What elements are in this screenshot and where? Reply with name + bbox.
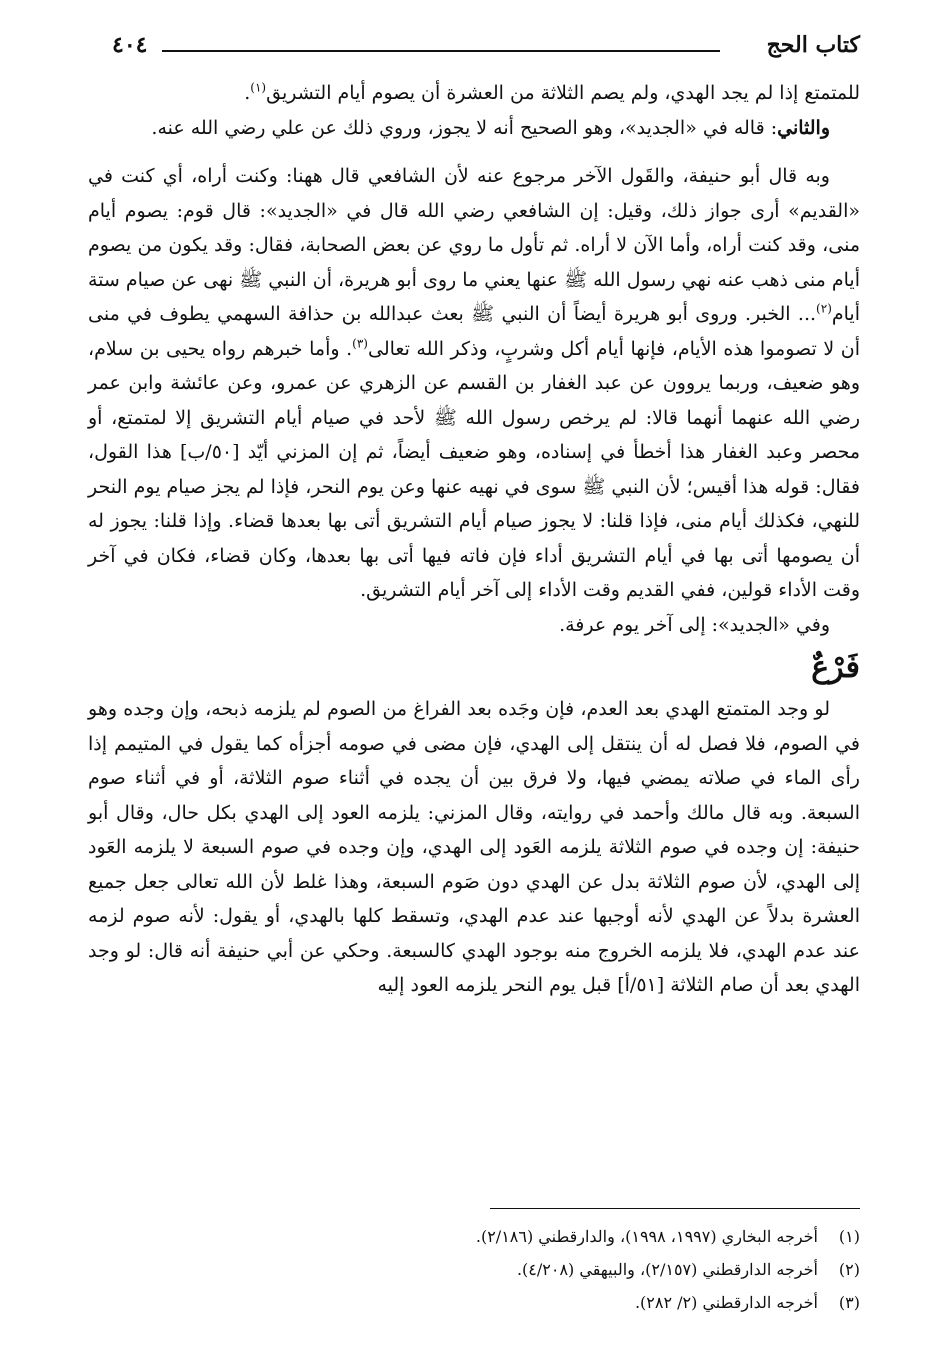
- footnote-2: (٢) أخرجه الدارقطني (٢/١٥٧)، والبيهقي (٤/٢٠٨).: [516, 1260, 860, 1279]
- paragraph-lead: والثاني: [777, 116, 830, 139]
- paragraph-1: للمتمتع إذا لم يجد الهدي، ولم يصم الثلاثة من العشرة أن يصوم أيام التشريق$^{(١)}$.: [244, 80, 860, 104]
- footnotes: [88, 1220, 860, 1319]
- section-heading: فَرْعٌ: [811, 650, 860, 685]
- page-number: ٤٠٤: [112, 32, 148, 58]
- paragraph-3: وبه قال أبو حنيفة، والقَول الآخر مرجوع عنه لأن الشافعي قال ههنا: وكنت أراه، أي كنت في «القديم» أرى جواز ذلك، وقيل: إن الشافعي رضي الله قال في «الجديد»: قال قوم: يصوم أيام منى، وقد كنت أراه، وأما الآن لا أراه. ثم تأول ما روي عن بعض الصحابة، فقال: وقد يكون من يصوم أيام منى ذهب عنه نهي رسول الله ﷺ عنها يعني ما روى أبو هريرة، أن النبي ﷺ نهى عن صيام ستة أيام$^{(٢)}$... الخبر. وروى أبو هريرة أيضاً أن النبي ﷺ بعث عبدالله بن حذافة السهمي يطوف في منى أن لا تصوموا هذه الأيام، فإنها أيام أكل وشربٍ، وذكر الله تعالى$^{(٣)}$. وأما خبرهم رواه يحيى بن سلام، وهو ضعيف، وربما يروون عن عبد الغفار بن القسم عن الزهري عن عمرو، وعن عائشة وابن عمر رضي الله عنهما أنهما قالا: لم يرخص رسول الله ﷺ لأحد في صيام أيام التشريق إلا لمتمتع، أو محصر وعبد الغفار هذا أخطأ في إسناده، وهو ضعيف أيضاً، ثم إن المزني أيّد [٥٠/ب] هذا القول، فقال: قوله هذا أقيس؛ لأن النبي ﷺ سوى في نهيه عنها وعن يوم النحر، فإذا لم يجز صيام يوم النحر للنهي، فكذلك أيام منى، فإذا قلنا: لا يجوز صيام أيام التشريق أتى بها بعدها قضاء. وإذا قلنا: يجوز له أن يصومها أتى بها في أيام التشريق أداء فإن فاته فيها أتى بها بعدها، وكان قضاء، فكان في آخر وقت الأداء قولين، ففي القديم وقت الأداء إلى آخر أيام التشريق.: [88, 165, 861, 601]
- footnote-ref-2: (٢): [816, 301, 832, 316]
- section-paragraph: لو وجد المتمتع الهدي بعد العدم، فإن وجَده بعد الفراغ من الصوم لم يلزمه ذبحه، وإن وجده وهو في الصوم، فلا فصل له أن ينتقل إلى الهدي، فإن مضى في صومه أجزأه كما يقول في المتيمم إذا رأى الماء في صلاته يمضي فيها، ولا فرق بين أن يجده في أثناء صوم الثلاثة، أو في أثناء صوم السبعة. وبه قال مالك وأحمد في روايته، وقال المزني: يلزمه العود إلى الهدي بكل حال، وقال أبو حنيفة: إن وجده في صوم الثلاثة يلزمه العَود إلى الهدي، وإن وجده في صوم السبعة لا يلزمه العَود إلى الهدي، لأن صوم الثلاثة بدل عن الهدي دون صَوم السبعة، وهذا غلط لأن الله تعالى جعل جميع العشرة بدلاً عن الهدي لأنه أوجبها عند عدم الهدي، وتسقط كلها بالهدي، أو يقول: لأنه صوم لزمه عند عدم الهدي، فلا يلزمه الخروج منه بوجود الهدي كالسبعة. وحكي عن أبي حنيفة أنه قال: لو وجد الهدي بعد أن صام الثلاثة [٥١/أ] قبل يوم النحر يلزمه العود إليه: [88, 698, 860, 996]
- footnote-3: (٣) أخرجه الدارقطني (٢/ ٢٨٢).: [634, 1293, 860, 1312]
- footnote-1: (١) أخرجه البخاري (١٩٩٧، ١٩٩٨)، والدارقطني (٢/١٨٦).: [475, 1227, 860, 1246]
- footnote-rule: [490, 1208, 860, 1209]
- paragraph-4: وفي «الجديد»: إلى آخر يوم عرفة.: [559, 613, 830, 636]
- header-rule: [162, 50, 720, 52]
- page-header: [112, 28, 860, 64]
- main-text: [88, 76, 860, 1003]
- paragraph-2: والثاني: قاله في «الجديد»، وهو الصحيح أنه لا يجوز، وروي ذلك عن علي رضي الله عنه.: [151, 116, 830, 139]
- footnote-ref-1: (١): [250, 80, 267, 95]
- book-title: كتاب الحج: [766, 32, 860, 58]
- footnote-ref-3: (٣): [352, 336, 368, 351]
